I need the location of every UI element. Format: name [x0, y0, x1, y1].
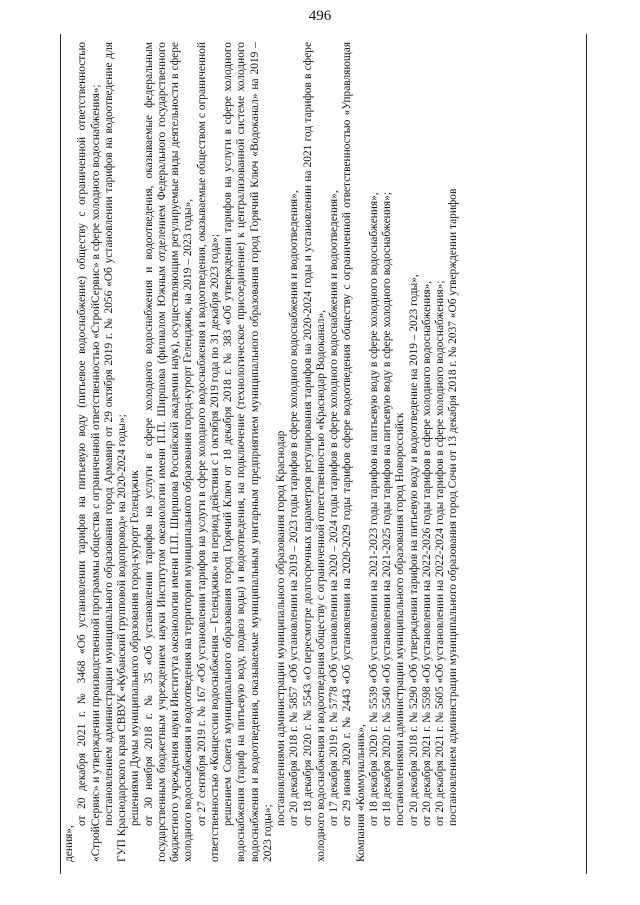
paragraph: от 20 декабря 2021 г. № 5605 «Об установлении на 2022-2024 годы тарифов в сфере холодного водоснабжения»; — [434, 280, 446, 826]
paragraph: постановлениями администрации муниципального образования город Новороссийск — [394, 412, 407, 826]
paragraph: от 18 декабря 2020 г. № 5539 «Об установлении на 2021-2023 годы тарифов на питьевую воду в сфере холодного водоснабжения», — [367, 192, 380, 826]
paragraph: от 18 декабря 2020 г. № 5540 «Об установлении на 2021-2025 годы тарифов на питьевую воду в сфере холодного водоснабжения»; — [381, 192, 393, 826]
paragraph: постановлениями администрации муниципального образования город Краснодар — [275, 430, 287, 826]
paragraph: дения», — [63, 825, 75, 862]
rotated-text-block — [61, 34, 586, 874]
paragraph: решениями Думы муниципального образования город-курорт Геленджик — [129, 470, 142, 826]
paragraph: от 29 июня 2020 г. № 2443 «Об установлении на 2020-2029 годы тарифов сфере водоотведения обществу с ограниченной ответственностью «Управляющая Компания «Коммунальник», — [341, 42, 367, 862]
paragraph: решением Совета муниципального образования город Горячий Ключ от 18 декабря 2018 г. № 383 «Об утверждении тарифов на услуги в сфере холодного водоснабжения (тариф на питьевую воду, подвоз воды) и водоотведения, на подключение (технологическое присоединение) к централизованной системе холодного водоснабжения и водоотведения, оказываемые муниципальным унитарным предприятием муниципального образования город Горячий Ключ «Водоканал» на 2019 – 2023 годы»; — [222, 42, 274, 862]
paragraph: от 20 декабря 2021 г. № 3468 «Об установлении тарифов на питьевую воду (питьевое водоснабжение) обществу с ограниченной ответственностью «СтройСервис» и утверждении производственной программы общества с ограниченной ответственностью «СтройСервис» в сфере холодного водоснабжения»; — [76, 42, 102, 862]
paragraph: от 30 ноября 2018 г. № 35 «Об установлении тарифов на услуги в сфере холодного водоснабжения и водоотведения, оказываемые федеральным государственным бюджетным учреждением науки Институтом океанологии имени П.П. Ширшова (филиалом Южным отделением Федерального государственного бюджетного учреждения науки Института океанологии имени П.П. Ширшова Российской академии наук), осуществляющим регулируемые виды деятельности в сфере холодного водоснабжения и водоотведения на территории муниципального образования город-курорт Геленджик, на 2019 – 2023 годы», — [142, 42, 195, 862]
paragraph: от 17 декабря 2019 г. № 5778 «Об установлении на 2020 – 2024 годы тарифов в сфере холодного водоснабжения и водоотведения», — [328, 190, 340, 826]
document-frame — [60, 34, 587, 874]
paragraph: постановлением администрации муниципального образования город Сочи от 13 декабря 2018 г. № 2037 «Об утверждении тарифов — [447, 188, 460, 826]
paragraph: от 18 декабря 2020 г. № 5543 «О пересмотре долгосрочных параметров регулирования тарифов на 2020-2024 годы и установлении на 2021 год тарифов в сфере холодного водоснабжения и водоотведения обществу с ограниченной ответственностью «Краснодар Водоканал», — [301, 42, 327, 862]
paragraph: от 20 декабря 2018 г. № 5857 «Об установлении на 2019 – 2023 годы тарифов в сфере холодного водоснабжения и водоотведения», — [288, 190, 301, 826]
paragraph: постановлением администрации муниципального образования город Армавир от 29 октября 2019 г. № 2056 «Об установлении тарифов на водоотведение для ГУП Краснодарского края СВВУК «Кубанский групповой водопровод» на 2020-2024 годы»; — [102, 42, 128, 862]
paragraph: от 20 декабря 2018 г. № 5290 «Об утверждении тарифов на питьевую воду и водоотведение на 2019 – 2023 годы», — [407, 274, 420, 826]
paragraph: от 20 декабря 2021 г. № 5598 «Об установлении на 2022-2026 годы тарифов в сфере холодного водоснабжения», — [420, 280, 433, 826]
page-number: 496 — [308, 8, 332, 24]
paragraph: от 27 сентября 2019 г. № 167 «Об установлении тарифов на услуги в сфере холодного водоснабжения и водоотведения, оказываемые обществом с ограниченной ответственностью «Концессии водоснабжения – Геленджик» на период действия с 1 октября 2019 года по 31 декабря 2023 года»; — [195, 42, 221, 862]
